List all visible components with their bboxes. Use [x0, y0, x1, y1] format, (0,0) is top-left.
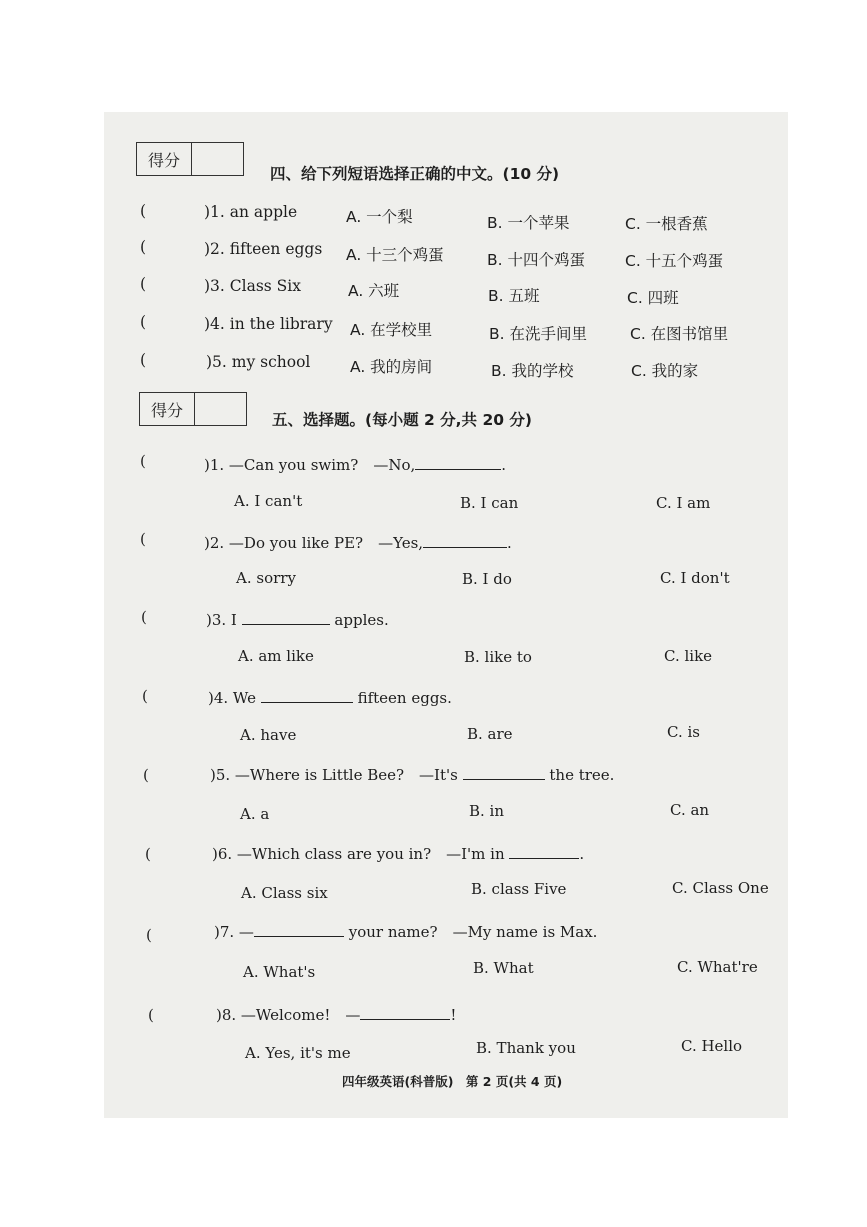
score-field[interactable] — [195, 393, 246, 425]
answer-paren[interactable]: ( — [141, 608, 147, 626]
question-text — [206, 609, 389, 629]
score-box-section-5 — [139, 392, 247, 426]
page-footer: 四年级英语(科普版) 第 2 页(共 4 页) — [342, 1074, 563, 1089]
question-post: fifteen eggs. — [357, 689, 452, 707]
question-stem: )1. an apple — [204, 203, 298, 221]
answer-blank[interactable] — [254, 921, 344, 937]
option-a: A. Yes, it's me — [245, 1044, 351, 1062]
question-stem: )2. fifteen eggs — [204, 240, 323, 258]
option-b: B. 我的学校 — [491, 362, 574, 380]
option-a: A. am like — [238, 647, 314, 665]
question-post: . — [579, 845, 585, 863]
answer-blank[interactable] — [261, 687, 353, 703]
option-c: C. 四班 — [627, 289, 679, 307]
question-pre: )5. —Where is Little Bee? —It's — [210, 766, 458, 784]
question-post: . — [501, 456, 507, 474]
option-b: B. I can — [460, 494, 519, 512]
section-4-title: 四、给下列短语选择正确的中文。(10 分) — [270, 165, 560, 183]
answer-blank[interactable] — [463, 764, 545, 780]
score-field[interactable] — [192, 143, 243, 175]
question-stem: )4. in the library — [204, 315, 333, 333]
question-pre: )1. —Can you swim? —No, — [204, 456, 416, 474]
answer-paren[interactable]: ( — [140, 313, 147, 331]
option-b: B. like to — [464, 648, 532, 666]
answer-paren[interactable]: ( — [140, 530, 146, 548]
score-label: 得分 — [140, 393, 195, 425]
option-a: A. What's — [243, 963, 316, 981]
question-text — [216, 1004, 456, 1025]
question-pre: )6. —Which class are you in? —I'm in — [212, 845, 505, 863]
exam-page — [104, 112, 788, 1118]
option-b: B. in — [469, 802, 505, 820]
answer-paren[interactable]: ( — [142, 687, 148, 705]
question-text — [212, 843, 584, 864]
option-c: C. I don't — [660, 569, 730, 587]
answer-paren[interactable]: ( — [148, 1006, 154, 1024]
question-stem: )5. my school — [206, 353, 311, 371]
option-a: A. a — [240, 805, 270, 823]
option-c: C. 一根香蕉 — [625, 215, 708, 233]
option-b: B. 十四个鸡蛋 — [487, 251, 585, 269]
option-a: A. 十三个鸡蛋 — [346, 246, 444, 264]
question-stem: )3. Class Six — [204, 277, 301, 295]
answer-paren[interactable]: ( — [146, 926, 152, 944]
option-a: A. 我的房间 — [350, 358, 433, 376]
score-label: 得分 — [137, 143, 192, 175]
answer-paren[interactable]: ( — [145, 845, 151, 863]
question-pre: )7. — — [214, 923, 254, 941]
answer-paren[interactable]: ( — [143, 766, 149, 784]
option-b: B. 五班 — [488, 287, 540, 305]
question-text — [210, 764, 614, 785]
option-a: A. 六班 — [348, 282, 400, 300]
option-c: C. What're — [677, 958, 758, 976]
section-5-title: 五、选择题。(每小题 2 分,共 20 分) — [272, 411, 532, 429]
option-c: C. is — [667, 723, 700, 741]
option-b: B. class Five — [471, 880, 567, 898]
answer-blank[interactable] — [509, 843, 579, 859]
option-b: B. 一个苹果 — [487, 214, 570, 232]
option-b: B. are — [467, 725, 513, 743]
answer-blank[interactable] — [360, 1004, 450, 1020]
question-post: apples. — [334, 611, 389, 629]
option-b: B. What — [473, 959, 534, 977]
question-text — [208, 687, 452, 707]
option-a: A. have — [240, 726, 297, 744]
question-post: ! — [450, 1006, 457, 1024]
option-c: C. 在图书馆里 — [630, 325, 729, 343]
question-text — [204, 532, 512, 553]
answer-paren[interactable]: ( — [140, 452, 146, 470]
question-post: . — [507, 534, 512, 552]
answer-blank[interactable] — [415, 454, 501, 470]
option-b: B. 在洗手间里 — [489, 325, 587, 343]
question-pre: )3. I — [206, 611, 237, 629]
answer-paren[interactable]: ( — [140, 351, 147, 369]
option-a: A. 在学校里 — [350, 321, 433, 339]
option-a: A. 一个梨 — [346, 208, 413, 226]
answer-blank[interactable] — [242, 609, 330, 625]
answer-paren[interactable]: ( — [140, 275, 147, 293]
option-c: C. I am — [656, 494, 711, 512]
option-c: C. an — [670, 801, 710, 819]
option-c: C. Class One — [672, 879, 769, 897]
answer-blank[interactable] — [423, 532, 507, 548]
question-text — [214, 921, 597, 942]
option-a: A. sorry — [236, 569, 296, 587]
option-b: B. Thank you — [476, 1039, 576, 1057]
answer-paren[interactable]: ( — [140, 238, 147, 256]
question-pre: )8. —Welcome! — — [216, 1006, 361, 1024]
option-c: C. like — [664, 647, 713, 665]
question-pre: )2. —Do you like PE? —Yes, — [204, 534, 424, 552]
answer-paren[interactable]: ( — [140, 202, 147, 220]
option-c: C. 我的家 — [631, 362, 699, 380]
option-c: C. Hello — [681, 1037, 743, 1055]
question-text — [204, 454, 506, 475]
question-post: the tree. — [549, 766, 615, 784]
option-a: A. I can't — [234, 492, 303, 510]
option-a: A. Class six — [241, 884, 328, 902]
question-pre: )4. We — [208, 689, 257, 707]
question-post: your name? —My name is Max. — [348, 923, 598, 941]
score-box-section-4 — [136, 142, 244, 176]
option-c: C. 十五个鸡蛋 — [625, 252, 724, 270]
option-b: B. I do — [462, 570, 512, 588]
